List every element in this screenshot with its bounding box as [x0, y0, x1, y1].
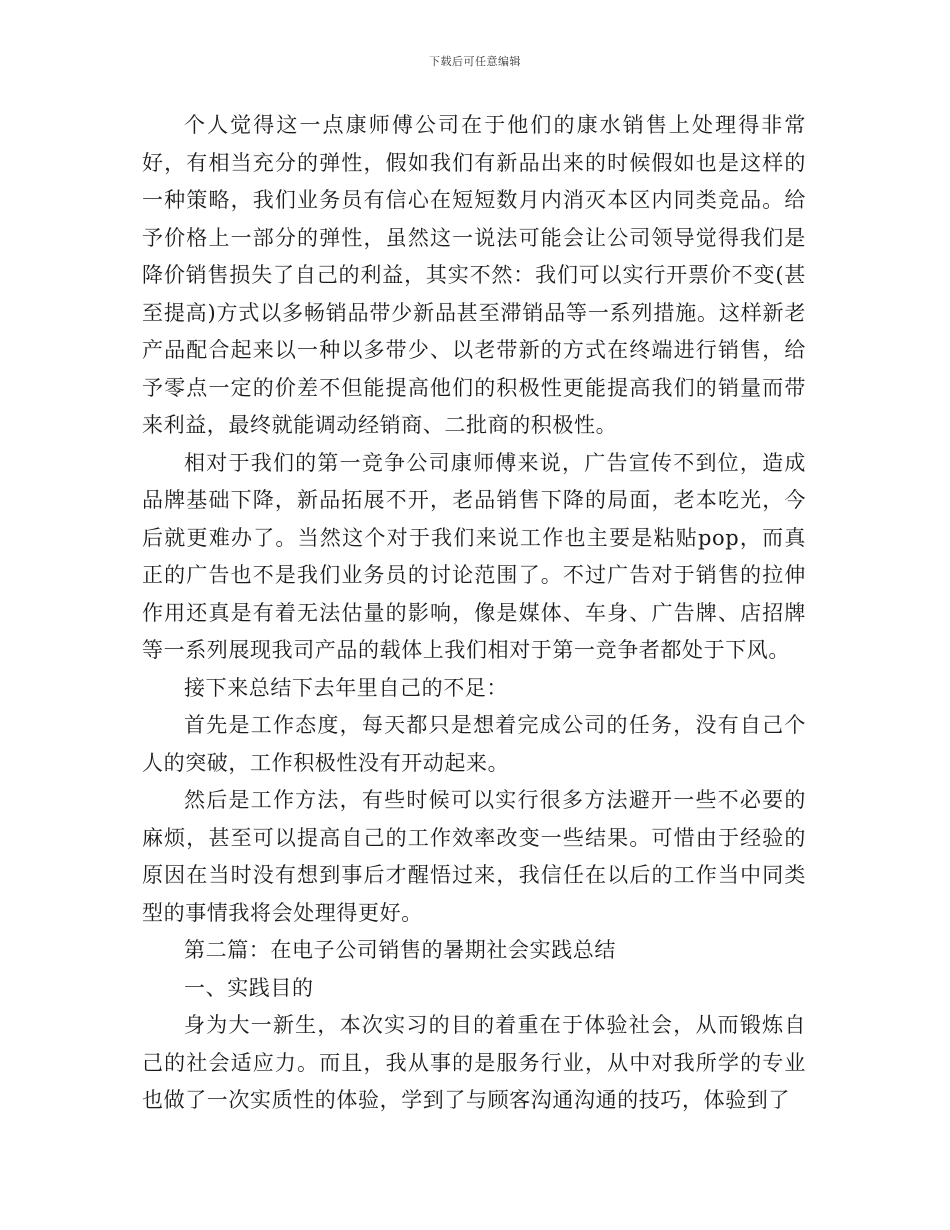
subsection-heading: 一、实践目的	[184, 975, 314, 1000]
page-header: 下载后可任意编辑	[429, 55, 521, 68]
paragraph-practice-purpose: 身为大一新生，本次实习的目的着重在于体验社会，从而锻炼自己的社会适应力。而且，我从事的是服务行业，从中对我所学的专业也做了一次实质性的体验，学到了与顾客沟通沟通的技巧，体验到了	[142, 1013, 806, 1112]
paragraph-advertising: 相对于我们的第一竞争公司康师傅来说，广告宣传不到位，造成品牌基础下降，新品拓展不开，老品销售下降的局面，老本吃光，今后就更难办了。当然这个对于我们来说工作也主要是粘贴pop，而真正的广告也不是我们业务员的讨论范围了。不过广告对于销售的拉伸作用还真是有着无法估量的影响，像是媒体、车身、广告牌、店招牌等一系列展现我司产品的载体上我们相对于第一竞争者都处于下风。	[142, 450, 806, 662]
section-heading: 第二篇：在电子公司销售的暑期社会实践总结	[184, 938, 616, 962]
paragraph-pricing-strategy: 个人觉得这一点康师傅公司在于他们的康水销售上处理得非常好，有相当充分的弹性，假如我们有新品出来的时候假如也是这样的一种策略，我们业务员有信心在短短数月内消灭本区内同类竞品。给予价格上一部分的弹性，虽然这一说法可能会让公司领导觉得我们是降价销售损失了自己的利益，其实不然：我们可以实行开票价不变(甚至提高)方式以多畅销品带少新品甚至滞销品等一系列措施。这样新老产品配合起来以一种以多带少、以老带新的方式在终端进行销售，给予零点一定的价差不但能提高他们的积极性更能提高我们的销量而带来利益，最终就能调动经销商、二批商的积极性。	[142, 113, 806, 437]
paragraph-work-attitude: 首先是工作态度，每天都只是想着完成公司的任务，没有自己个人的突破，工作积极性没有开动起来。	[142, 713, 806, 775]
paragraph-work-method: 然后是工作方法，有些时候可以实行很多方法避开一些不必要的麻烦，甚至可以提高自己的工作效率改变一些结果。可惜由于经验的原因在当时没有想到事后才醒悟过来，我信任在以后的工作当中同类型的事情我将会处理得更好。	[142, 788, 806, 925]
paragraph-shortcomings-intro: 接下来总结下去年里自己的不足：	[184, 675, 508, 700]
document-body	[142, 107, 806, 1120]
